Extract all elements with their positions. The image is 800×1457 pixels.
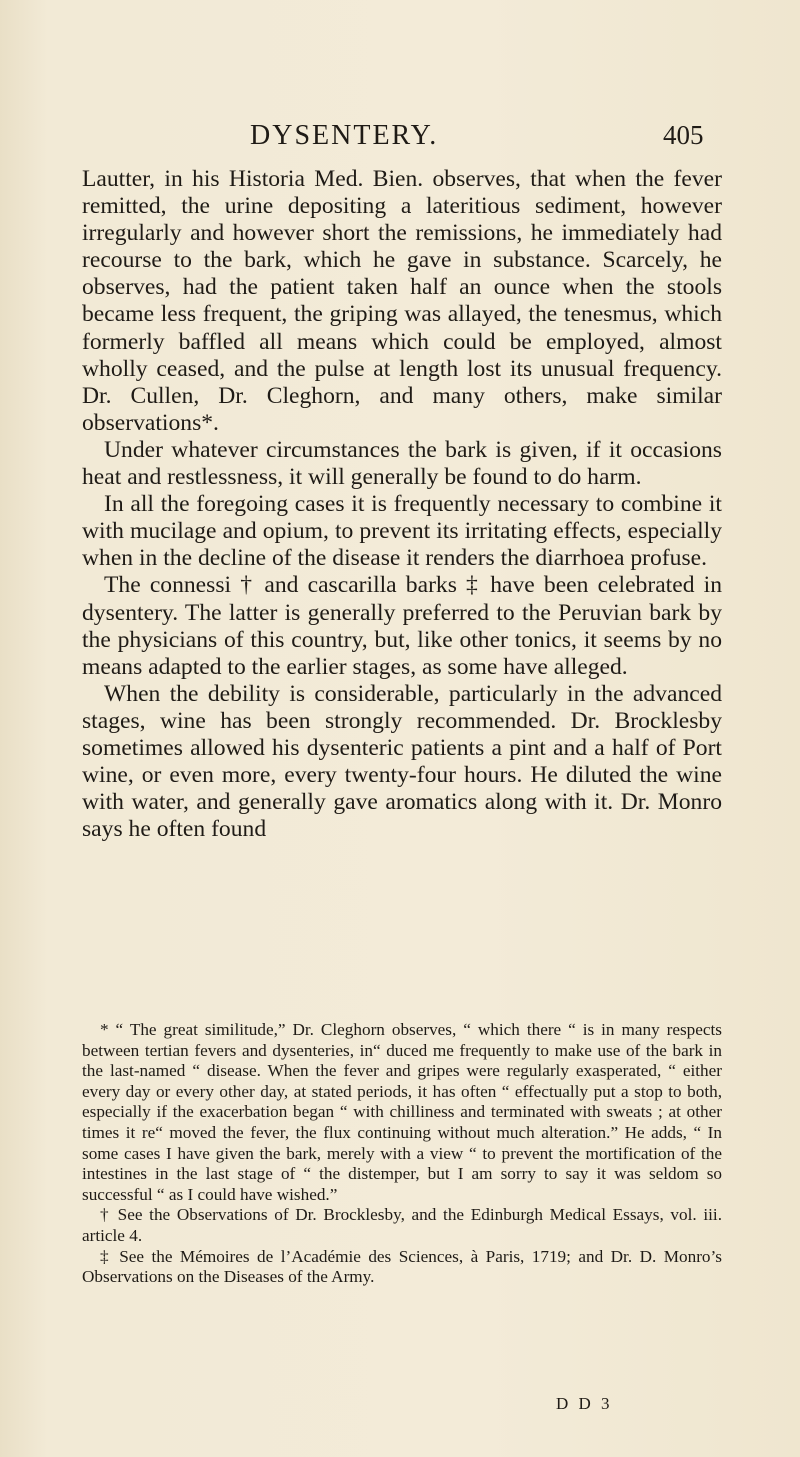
body-text <box>82 166 722 843</box>
running-head: DYSENTERY. <box>250 120 439 151</box>
paragraph-debility: When the debility is considerable, particularly in the advanced stages, wine has been strongly recommended. Dr. Brocklesby sometimes allowed his dysenteric patients a pint and a half of Port wine, or even more, every twenty-four hours. He diluted the wine with water, and generally gave aromatics along with it. Dr. Monro says he often found <box>82 680 722 843</box>
footnote-star: * “ The great similitude,” Dr. Cleghorn observes, “ which there “ is in many respects between tertian fevers and dysenteries, in“ duced me frequently to make use of the bark in the last-named “ disease. When the fever and gripes were regularly exasperated, “ either every day or every other day, at stated periods, it has often “ effectually put a stop to both, especially if the exacerbation began “ with chilliness and terminated with sweats ; at other times it re“ moved the fever, the flux continuing without much alteration.” He adds, “ In some cases I have given the bark, merely with a view “ to prevent the mortification of the intestines in the last stage of “ the distemper, but I am sorry to say it was seldom so successful “ as I could have wished.” <box>82 1020 722 1204</box>
paragraph-connessi: The connessi † and cascarilla barks ‡ have been celebrated in dysentery. The latter is generally preferred to the Peruvian bark by the physicians of this country, but, like other tonics, it seems by no means adapted to the earlier stages, as some have alleged. <box>82 572 722 680</box>
paragraph-lautter: Lautter, in his Historia Med. Bien. observes, that when the fever remitted, the urine depositing a lateritious sediment, however irregularly and however short the remissions, he immediately had recourse to the bark, which he gave in substance. Scarcely, he observes, had the patient taken half an ounce when the stools became less frequent, the griping was allayed, the tenesmus, which formerly baffled all means which could be employed, almost wholly ceased, and the pulse at length lost its unusual frequency. Dr. Cullen, Dr. Cleghorn, and many others, make similar observations*. <box>82 166 722 436</box>
paragraph-mucilage: In all the foregoing cases it is frequently necessary to combine it with mucilage and opium, to prevent its irritating effects, especially when in the decline of the disease it renders the diarrhoea profuse. <box>82 491 722 572</box>
paragraph-circumstances: Under whatever circumstances the bark is given, if it occasions heat and restlessness, it will generally be found to do harm. <box>82 436 722 491</box>
signature-mark: D D 3 <box>556 1394 613 1413</box>
footnote-double-dagger: ‡ See the Mémoires de l’Académie des Sciences, à Paris, 1719; and Dr. D. Monro’s Observations on the Diseases of the Army. <box>82 1246 722 1287</box>
footnotes <box>82 1020 722 1288</box>
page-number: 405 <box>663 120 704 150</box>
page-header <box>0 120 800 160</box>
footnote-dagger: † See the Observations of Dr. Brocklesby, and the Edinburgh Medical Essays, vol. iii. article 4. <box>82 1205 722 1245</box>
